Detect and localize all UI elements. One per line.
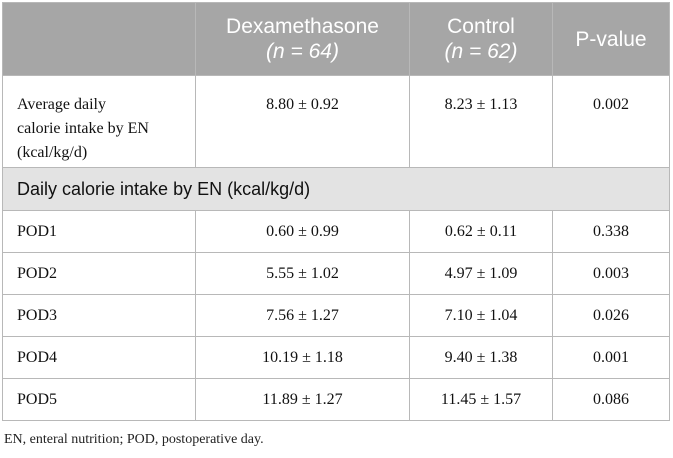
- header-dexamethasone: [196, 3, 410, 76]
- control-n: (n = 62): [444, 40, 518, 63]
- row-p: 0.003: [553, 253, 670, 295]
- dexamethasone-n: (n = 64): [266, 40, 339, 63]
- row-p: 0.026: [553, 295, 670, 337]
- dexamethasone-label: Dexamethasone: [226, 15, 379, 38]
- row-ctrl: 11.45 ± 1.57: [410, 379, 553, 421]
- row-ctrl: 9.40 ± 1.38: [410, 337, 553, 379]
- control-label: Control: [447, 15, 515, 38]
- header-row: [3, 3, 670, 76]
- row-label: POD3: [3, 295, 196, 337]
- header-pvalue: P-value: [553, 3, 670, 76]
- row-label: POD5: [3, 379, 196, 421]
- row-dex: 5.55 ± 1.02: [196, 253, 410, 295]
- average-label-line2: calorie intake by EN: [17, 120, 149, 137]
- row-dex: 10.19 ± 1.18: [196, 337, 410, 379]
- calorie-intake-table: [2, 2, 670, 421]
- table-row: [3, 337, 670, 379]
- row-dex: 7.56 ± 1.27: [196, 295, 410, 337]
- average-dex: 8.80 ± 0.92: [196, 76, 410, 168]
- table-row: [3, 253, 670, 295]
- row-ctrl: 7.10 ± 1.04: [410, 295, 553, 337]
- row-label: POD4: [3, 337, 196, 379]
- row-dex: 11.89 ± 1.27: [196, 379, 410, 421]
- section-row: [3, 168, 670, 211]
- row-label: POD2: [3, 253, 196, 295]
- average-label: [3, 76, 196, 168]
- row-p: 0.001: [553, 337, 670, 379]
- average-p: 0.002: [553, 76, 670, 168]
- header-control: [410, 3, 553, 76]
- row-ctrl: 0.62 ± 0.11: [410, 211, 553, 253]
- average-row: [3, 76, 670, 168]
- header-empty-cell: [3, 3, 196, 76]
- average-label-line3: (kcal/kg/d): [17, 144, 88, 161]
- table-row: [3, 295, 670, 337]
- row-ctrl: 4.97 ± 1.09: [410, 253, 553, 295]
- row-label: POD1: [3, 211, 196, 253]
- average-label-line1: Average daily: [17, 96, 106, 113]
- table-footnote: EN, enteral nutrition; POD, postoperative day.: [4, 432, 264, 447]
- table-row: [3, 211, 670, 253]
- average-ctrl: 8.23 ± 1.13: [410, 76, 553, 168]
- table-row: [3, 379, 670, 421]
- section-label: Daily calorie intake by EN (kcal/kg/d): [3, 168, 670, 211]
- row-p: 0.338: [553, 211, 670, 253]
- row-p: 0.086: [553, 379, 670, 421]
- row-dex: 0.60 ± 0.99: [196, 211, 410, 253]
